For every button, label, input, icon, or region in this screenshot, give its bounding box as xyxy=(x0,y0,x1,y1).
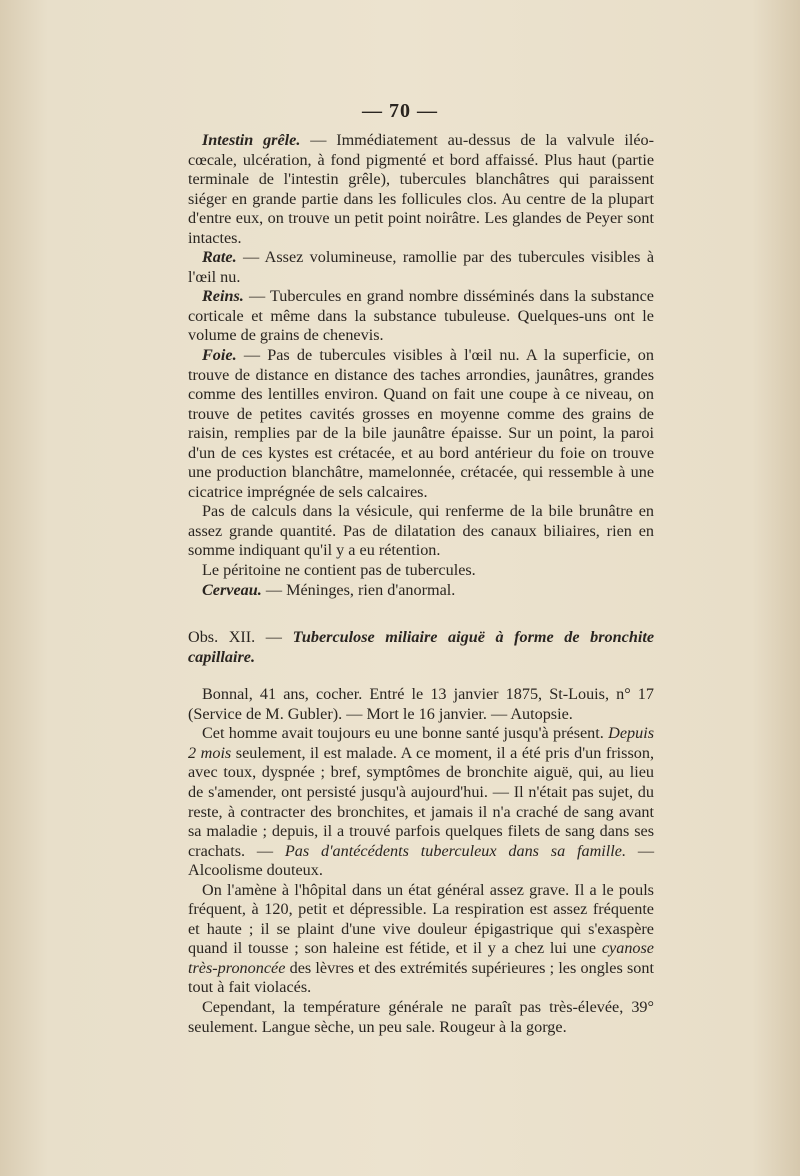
body-text xyxy=(188,131,654,1037)
paragraph-text: — Pas de tubercules visibles à l'œil nu. A la superficie, on trouve de distance en distance des taches arrondies, jaunâtres, grandes comme des lentilles environ. Quand on fait une coupe à ce niveau, on trouve de petites cavités grosses en moyenne comme des grains de raisin, remplies par de la bile jaunâtre épaisse. Sur un point, la paroi d'un de ces kystes est crétacée, et au bord antérieur du foie on trouve une production blanchâtre, mamelonnée, crétacée, qui ressemble à une cicatrice imprégnée de sels calcaires. xyxy=(188,346,654,501)
paragraph-text: — Tubercules en grand nombre disséminés dans la substance corticale et même dans la substance tubuleuse. Quelques-uns ont le volume de grains de chenevis. xyxy=(188,287,654,345)
case-history xyxy=(188,724,654,880)
paragraph-text: — Immédiatement au-dessus de la valvule iléo-cœcale, ulcération, à fond pigmenté et bord affaissé. Plus haut (partie terminale de l'intestin grêle), tubercules blanchâtres qui paraissent siéger en grande partie dans les follicules clos. Au centre de la plupart d'entre eux, on trouve un petit point noirâtre. Les glandes de Peyer sont intactes. xyxy=(188,131,655,247)
case-admission xyxy=(188,881,654,998)
section-head: Rate. xyxy=(202,248,237,267)
paragraph-text: — Assez volumineuse, ramollie par des tubercules visibles à l'œil nu. xyxy=(188,248,654,286)
paragraph-rate xyxy=(188,248,654,287)
paragraph-peritoine: Le péritoine ne contient pas de tubercules. xyxy=(202,561,476,580)
case-text: des lèvres et des extrémités supérieures ; les ongles sont tout à fait violacés. xyxy=(188,958,654,997)
paragraph-foie xyxy=(188,346,654,502)
section-head: Cerveau. xyxy=(202,580,262,599)
section-head: Intestin grêle. xyxy=(202,131,301,149)
paragraph-cerveau xyxy=(188,581,654,601)
paragraph-calculs: Pas de calculs dans la vésicule, qui renferme de la bile brunâtre en assez grande quantité. Pas de dilatation des canaux biliaires, rien en somme indiquant qu'il y a eu rétention. xyxy=(188,502,654,560)
paragraph-text: — Méninges, rien d'anormal. xyxy=(261,580,456,599)
page-number: — 70 — xyxy=(362,100,438,122)
case-text: — Alcoolisme douteux. xyxy=(188,841,654,880)
observation-title: Tuberculose miliaire aiguë à forme de bronchite capillaire. xyxy=(188,628,654,666)
paragraph-reins xyxy=(188,287,654,346)
case-intro: Bonnal, 41 ans, cocher. Entré le 13 janvier 1875, St-Louis, n° 17 (Service de M. Gubler). — Mort le 16 janvier. — Autopsie. xyxy=(188,685,654,723)
section-head: Reins. xyxy=(202,287,244,306)
section-head: Foie. xyxy=(202,346,237,365)
case-emphasis: cyanose très-prononcée xyxy=(188,939,654,977)
case-emphasis: Depuis 2 mois xyxy=(188,724,654,762)
case-text: On l'amène à l'hôpital dans un état général assez grave. Il a le pouls fréquent, à 120, petit et dépressible. La respiration est assez fréquente et haute ; il se plaint d'une vive douleur épigastrique qui s'exaspère quand il tousse ; son haleine est fétide, et il y a chez lui une xyxy=(188,880,654,958)
paragraph-intestin xyxy=(188,131,654,248)
case-temperature: Cependant, la température générale ne paraît pas très-élevée, 39° seulement. Langue sèche, un peu sale. Rougeur à la gorge. xyxy=(188,997,654,1036)
case-text: seulement, il est malade. A ce moment, il a été pris d'un frisson, avec toux, dyspnée ; bref, symptômes de bronchite aiguë, qui, au lieu de s'amender, ont persisté jusqu'à aujourd'hui. — Il n'était pas sujet, du reste, à contracter des bronchites, et jamais il n'a craché de sang avant sa maladie ; depuis, il a trouvé parfois quelques filets de sang dans ses crachats. — xyxy=(188,743,654,860)
case-text: Cet homme avait toujours eu une bonne santé jusqu'à présent. xyxy=(202,724,609,743)
observation-number: Obs. XII. — xyxy=(188,628,293,647)
observation-heading xyxy=(188,628,654,667)
case-emphasis: Pas d'antécédents tuberculeux dans sa famille. xyxy=(284,841,626,860)
